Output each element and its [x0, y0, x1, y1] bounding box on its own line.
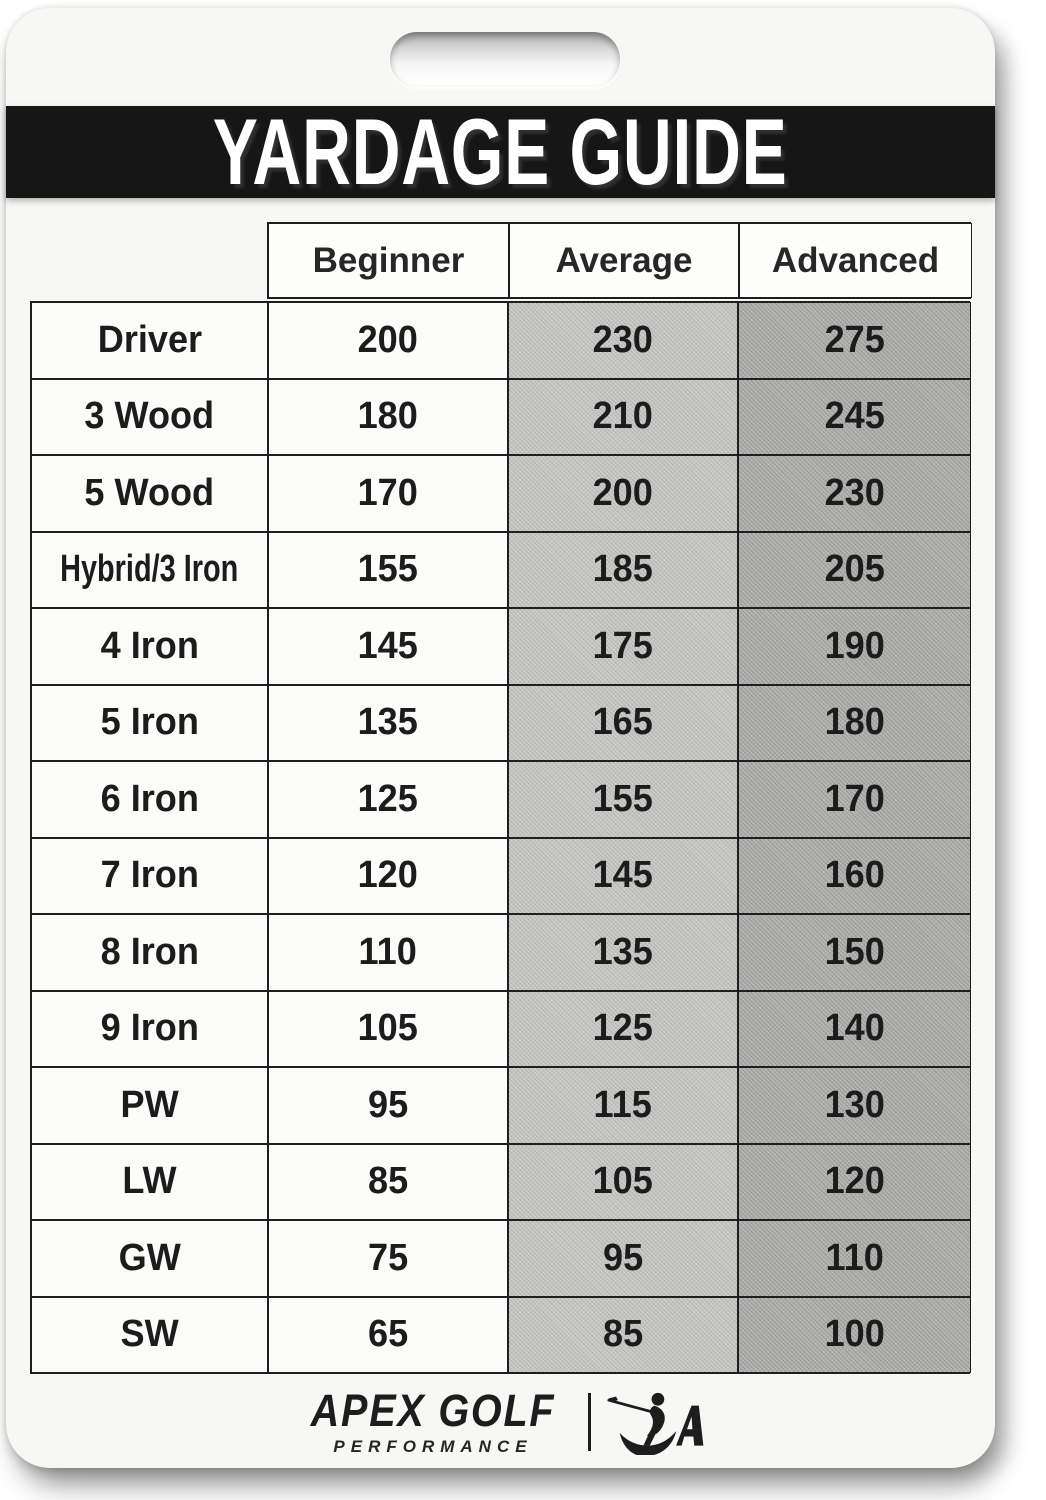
beginner-value-cell	[268, 1297, 508, 1374]
club-name-cell	[31, 685, 268, 762]
beginner-value-cell-text: 135	[357, 701, 419, 744]
beginner-value-cell-text: 65	[367, 1313, 409, 1356]
brand-name: APEX GOLF	[310, 1384, 556, 1436]
advanced-value-cell	[738, 379, 971, 456]
average-value-cell-text: 155	[592, 777, 654, 820]
club-name-cell-text: 9 Iron	[100, 1007, 199, 1050]
advanced-value-cell	[738, 455, 971, 532]
advanced-value-cell	[738, 302, 971, 379]
advanced-value-cell-text: 190	[824, 624, 885, 667]
average-value-cell-text: 85	[602, 1313, 644, 1356]
beginner-value-cell	[268, 532, 508, 609]
average-value-cell-text: 165	[592, 701, 654, 744]
average-value-cell	[508, 379, 738, 456]
advanced-value-cell	[738, 532, 971, 609]
beginner-value-cell-text: 105	[357, 1007, 419, 1050]
beginner-value-cell	[268, 1144, 508, 1221]
beginner-value-cell-text: 75	[367, 1236, 409, 1279]
club-name-cell-text: 3 Wood	[84, 395, 215, 438]
beginner-value-cell-text: 85	[367, 1160, 409, 1203]
average-value-cell	[508, 685, 738, 762]
advanced-value-cell	[738, 991, 971, 1068]
club-name-cell-text: 4 Iron	[100, 624, 199, 667]
average-value-cell	[508, 608, 738, 685]
club-name-cell-text: GW	[118, 1236, 181, 1279]
average-value-cell	[508, 914, 738, 991]
title-banner	[6, 99, 995, 204]
average-value-cell	[508, 838, 738, 915]
average-value-cell-text: 200	[592, 471, 654, 514]
column-header-beginner	[268, 223, 509, 298]
club-name-cell-text: LW	[122, 1160, 177, 1203]
advanced-value-cell	[738, 761, 971, 838]
beginner-value-cell	[268, 608, 508, 685]
average-value-cell	[508, 1067, 738, 1144]
advanced-value-cell-text: 100	[824, 1313, 885, 1356]
column-header-beginner-text: Beginner	[312, 240, 465, 280]
average-value-cell-text: 185	[592, 548, 654, 591]
beginner-value-cell	[268, 761, 508, 838]
average-value-cell	[508, 455, 738, 532]
average-value-cell-text: 135	[592, 930, 654, 973]
beginner-value-cell-text: 110	[358, 930, 418, 973]
club-name-cell	[31, 1144, 268, 1221]
advanced-value-cell-text: 170	[824, 777, 885, 820]
average-value-cell	[508, 761, 738, 838]
average-value-cell-text: 175	[592, 624, 654, 667]
beginner-value-cell-text: 125	[357, 777, 419, 820]
average-value-cell	[508, 1220, 738, 1297]
average-value-cell-text: 210	[592, 395, 654, 438]
beginner-value-cell	[268, 914, 508, 991]
advanced-value-cell-text: 110	[825, 1236, 884, 1279]
club-name-cell	[31, 379, 268, 456]
beginner-value-cell	[268, 838, 508, 915]
beginner-value-cell-text: 155	[357, 548, 419, 591]
advanced-value-cell	[738, 1144, 971, 1221]
club-name-cell-text: 5 Wood	[84, 471, 215, 514]
club-name-cell	[31, 455, 268, 532]
yardage-table-header	[267, 222, 971, 299]
average-value-cell	[508, 532, 738, 609]
average-value-cell-text: 95	[602, 1236, 644, 1279]
beginner-value-cell	[268, 1067, 508, 1144]
brand-wordmark	[294, 1384, 572, 1457]
club-name-cell	[31, 761, 268, 838]
average-value-cell	[508, 1144, 738, 1221]
club-name-cell-text: 7 Iron	[100, 854, 199, 897]
beginner-value-cell	[268, 455, 508, 532]
club-name-cell	[31, 1067, 268, 1144]
average-value-cell	[508, 302, 738, 379]
yardage-table-body	[30, 301, 970, 1374]
club-name-cell	[31, 991, 268, 1068]
advanced-value-cell-text: 205	[824, 548, 885, 591]
advanced-value-cell-text: 230	[824, 471, 885, 514]
advanced-value-cell	[738, 685, 971, 762]
average-value-cell-text: 125	[592, 1007, 654, 1050]
column-header-advanced	[739, 223, 972, 298]
advanced-value-cell-text: 160	[824, 854, 885, 897]
column-header-average	[509, 223, 739, 298]
average-value-cell	[508, 991, 738, 1068]
beginner-value-cell	[268, 1220, 508, 1297]
advanced-value-cell	[738, 1220, 971, 1297]
advanced-value-cell	[738, 1067, 971, 1144]
average-value-cell-text: 105	[592, 1160, 654, 1203]
club-name-cell-text: Driver	[97, 318, 202, 361]
average-value-cell-text: 115	[593, 1083, 653, 1126]
beginner-value-cell-text: 170	[357, 471, 419, 514]
column-header-average-text: Average	[555, 240, 693, 280]
club-name-cell	[31, 302, 268, 379]
beginner-value-cell	[268, 379, 508, 456]
advanced-value-cell	[738, 914, 971, 991]
advanced-value-cell	[738, 1297, 971, 1374]
club-name-cell	[31, 1297, 268, 1374]
advanced-value-cell-text: 130	[824, 1083, 885, 1126]
club-name-cell	[31, 1220, 268, 1297]
beginner-value-cell-text: 180	[357, 395, 419, 438]
beginner-value-cell-text: 200	[357, 318, 419, 361]
club-name-cell-text: PW	[120, 1083, 179, 1126]
brand-tagline: PERFORMANCE	[333, 1436, 533, 1456]
advanced-value-cell-text: 245	[824, 395, 885, 438]
column-header-advanced-text: Advanced	[771, 240, 940, 280]
average-value-cell-text: 230	[592, 318, 654, 361]
club-name-cell	[31, 914, 268, 991]
beginner-value-cell-text: 145	[357, 624, 419, 667]
beginner-value-cell	[268, 685, 508, 762]
advanced-value-cell-text: 180	[824, 701, 885, 744]
beginner-value-cell-text: 120	[357, 854, 419, 897]
club-name-cell	[31, 608, 268, 685]
badge-slot-hole	[390, 32, 620, 87]
average-value-cell	[508, 1297, 738, 1374]
advanced-value-cell-text: 140	[824, 1007, 885, 1050]
page-title: YARDAGE GUIDE	[213, 99, 788, 204]
footer-divider	[588, 1393, 591, 1451]
club-name-cell-text: SW	[120, 1313, 179, 1356]
beginner-value-cell-text: 95	[367, 1083, 409, 1126]
club-name-cell-text: 6 Iron	[100, 777, 199, 820]
advanced-value-cell-text: 120	[824, 1160, 885, 1203]
yardage-card	[6, 8, 995, 1468]
beginner-value-cell	[268, 302, 508, 379]
club-name-cell-text: Hybrid/3 Iron	[60, 548, 239, 591]
advanced-value-cell-text: 150	[824, 930, 885, 973]
advanced-value-cell	[738, 608, 971, 685]
club-name-cell	[31, 838, 268, 915]
advanced-value-cell-text: 275	[824, 318, 885, 361]
advanced-value-cell	[738, 838, 971, 915]
beginner-value-cell	[268, 991, 508, 1068]
average-value-cell-text: 145	[592, 854, 654, 897]
club-name-cell-text: 8 Iron	[100, 930, 199, 973]
brand-footer	[6, 1386, 995, 1458]
club-name-cell	[31, 532, 268, 609]
golfer-swing-a-icon	[607, 1389, 707, 1455]
club-name-cell-text: 5 Iron	[100, 701, 199, 744]
